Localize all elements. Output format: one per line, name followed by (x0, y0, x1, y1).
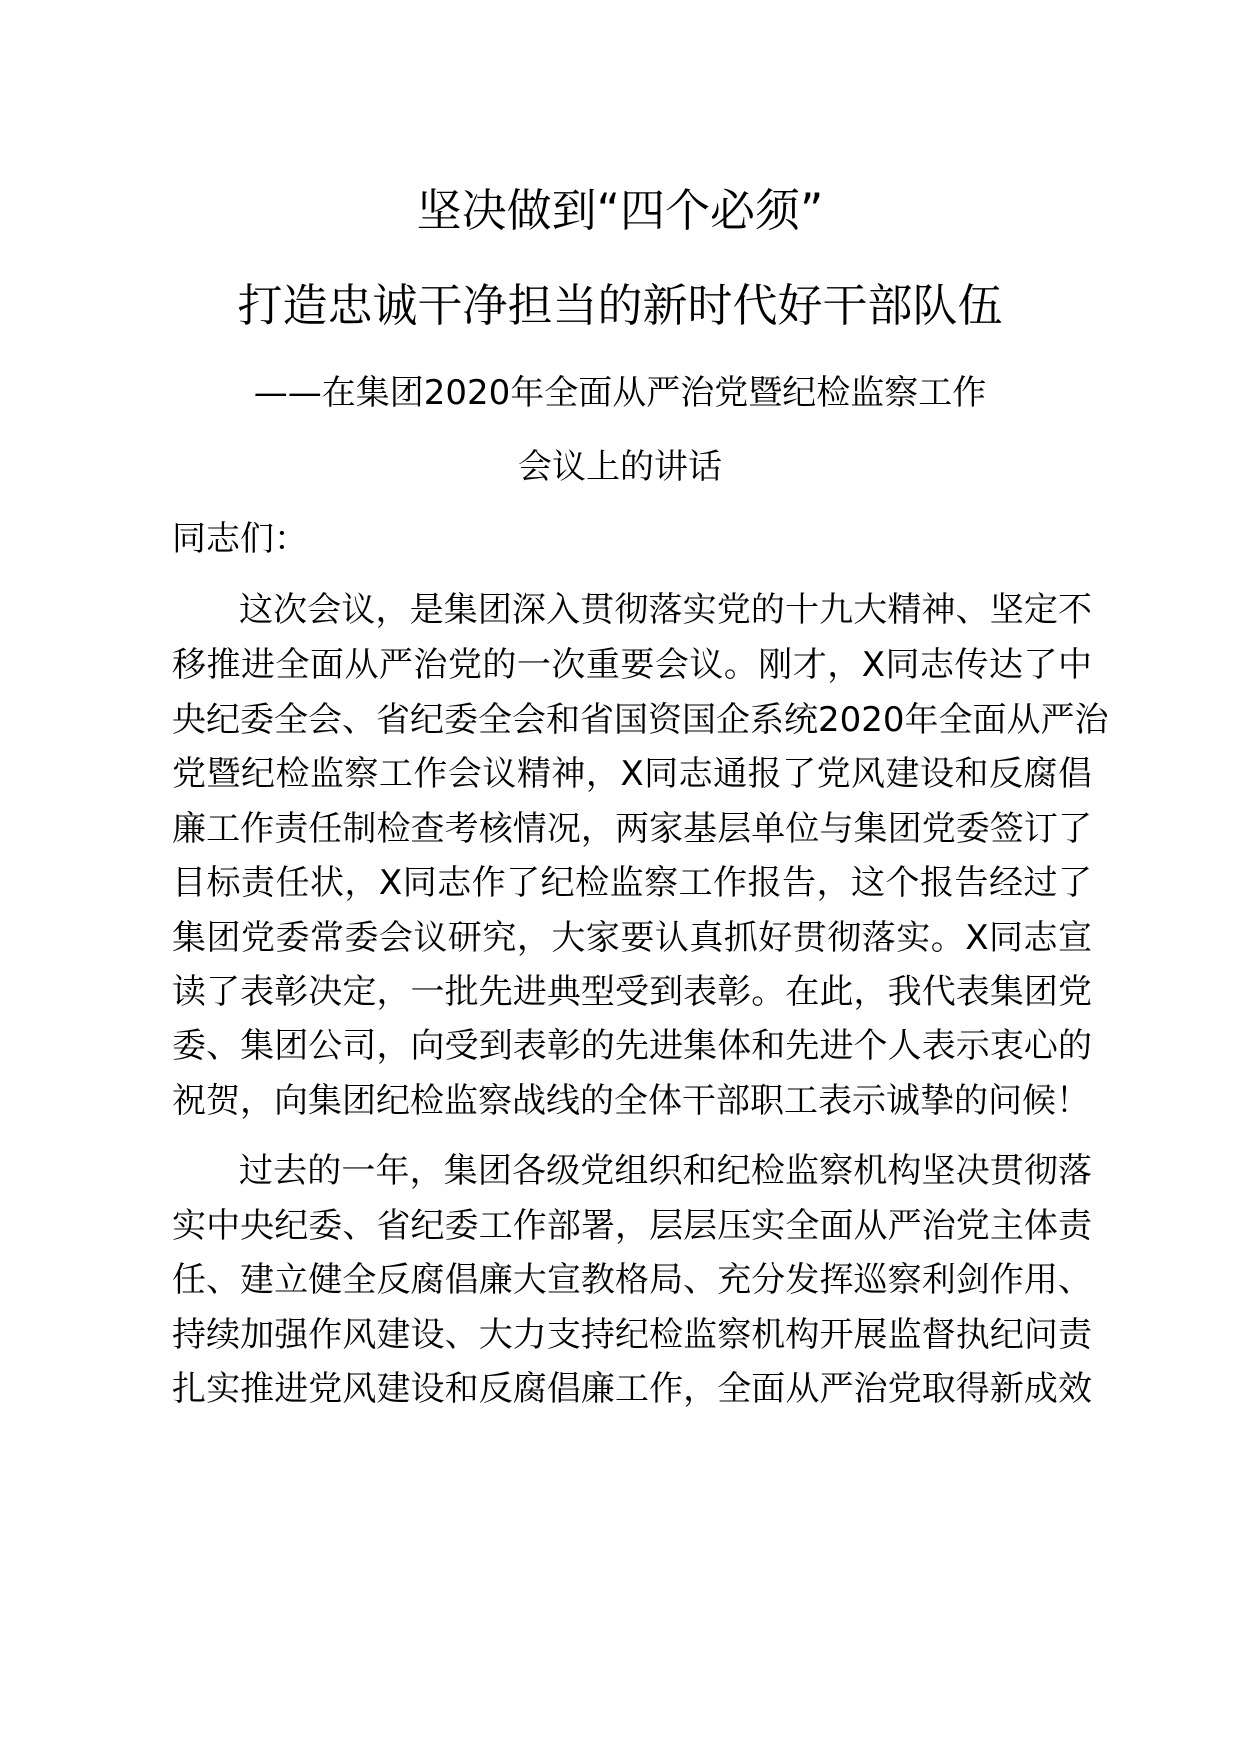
paragraph-line: 廉工作责任制检查考核情况，两家基层单位与集团党委签订了 (172, 809, 1092, 849)
paragraph-line: 移推进全面从严治党的一次重要会议。刚才，X同志传达了中 (172, 645, 1092, 685)
paragraph-line: 读了表彰决定，一批先进典型受到表彰。在此，我代表集团党 (172, 972, 1092, 1012)
paragraph-line: 过去的一年，集团各级党组织和纪检监察机构坚决贯彻落 (239, 1151, 1092, 1191)
paragraph-line: 任、建立健全反腐倡廉大宣教格局、充分发挥巡察利剑作用、 (172, 1260, 1092, 1300)
paragraph-line: 目标责任状，X同志作了纪检监察工作报告，这个报告经过了 (172, 863, 1092, 903)
subtitle-line-2: 会议上的讲话 (518, 447, 722, 487)
paragraph-line: 实中央纪委、省纪委工作部署，层层压实全面从严治党主体责 (172, 1206, 1092, 1246)
paragraph-line: 集团党委常委会议研究，大家要认真抓好贯彻落实。X同志宣 (172, 918, 1092, 958)
paragraph-line: 祝贺，向集团纪检监察战线的全体干部职工表示诚挚的问候！ (172, 1081, 1090, 1121)
title-line-1: 坚决做到“四个必须” (416, 184, 824, 237)
paragraph-line: 这次会议，是集团深入贯彻落实党的十九大精神、坚定不 (239, 590, 1092, 630)
paragraph-line: 党暨纪检监察工作会议精神，X同志通报了党风建设和反腐倡 (172, 754, 1092, 794)
paragraph-line: 央纪委全会、省纪委全会和省国资国企系统2020年全面从严治 (172, 700, 1109, 740)
paragraph-line: 持续加强作风建设、大力支持纪检监察机构开展监督执纪问责 (172, 1315, 1092, 1355)
paragraph-line: 扎实推进党风建设和反腐倡廉工作，全面从严治党取得新成效 (172, 1369, 1092, 1409)
title-line-2: 打造忠诚干净担当的新时代好干部队伍 (237, 279, 1003, 332)
subtitle-line-1: ——在集团2020年全面从严治党暨纪检监察工作 (253, 373, 987, 413)
paragraph-line: 委、集团公司，向受到表彰的先进集体和先进个人表示衷心的 (172, 1026, 1092, 1066)
greeting: 同志们： (172, 519, 308, 559)
